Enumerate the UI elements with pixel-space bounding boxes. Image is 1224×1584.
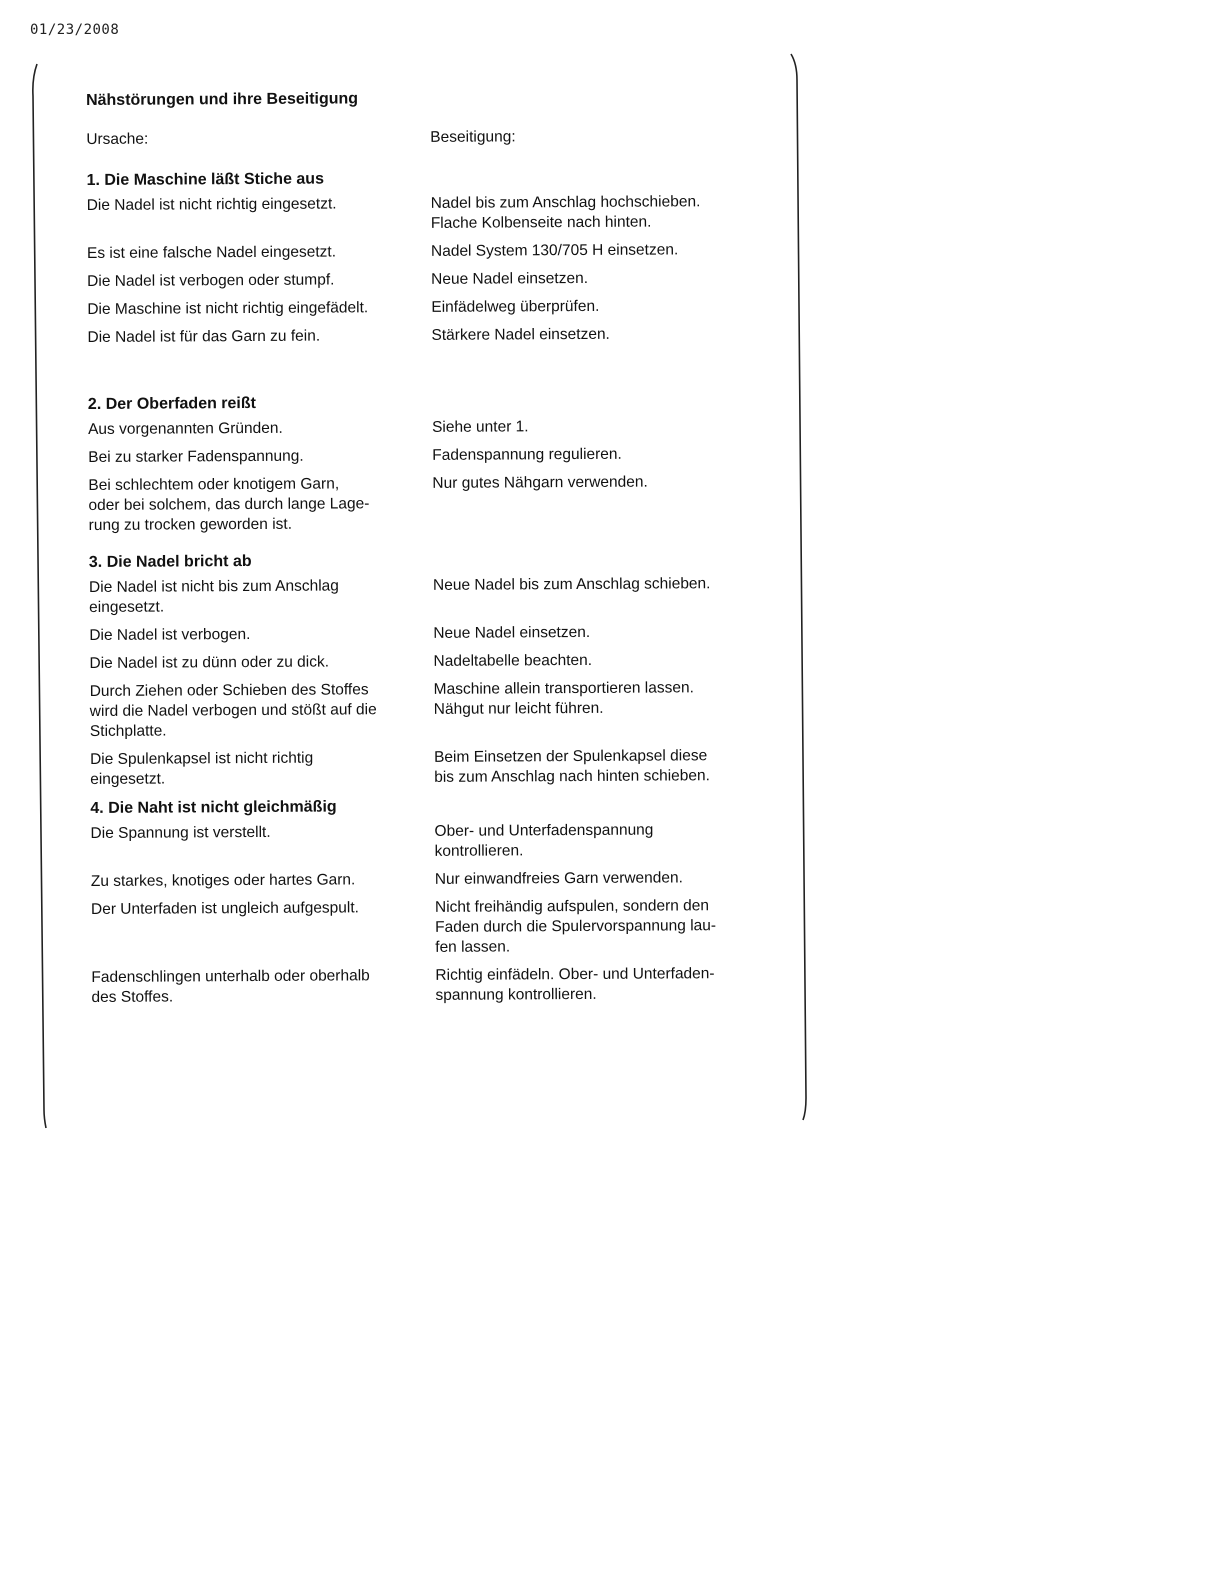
- sections-container: [86, 168, 791, 1008]
- section: [88, 392, 789, 536]
- cause-text: Die Spannung ist verstellt.: [90, 823, 271, 842]
- cause-text: Die Maschine ist nicht richtig eingefädelt.: [87, 299, 369, 318]
- cause-text: Die Nadel ist für das Garn zu fein.: [87, 327, 321, 346]
- cause-text: Die Nadel ist verbogen.: [89, 626, 251, 644]
- cause-text: Fadenschlingen unterhalb oder oberhalb des Stoffes.: [91, 967, 370, 1006]
- remedy-text: Nur einwandfreies Garn verwenden.: [434, 869, 684, 888]
- troubleshooting-row: [90, 678, 790, 742]
- document-title: Nähstörungen und ihre Beseitigung: [86, 90, 359, 109]
- cause-text: Aus vorgenannten Gründen.: [88, 419, 283, 438]
- cause-text: Bei schlechtem oder knotigem Garn, oder bei solchem, das durch lange Lage- rung zu trocken geworden ist.: [88, 475, 370, 534]
- remedy-text: Neue Nadel bis zum Anschlag schieben.: [432, 575, 711, 594]
- cause-text: Die Nadel ist verbogen oder stumpf.: [87, 271, 335, 290]
- left-bracket: [33, 64, 46, 1128]
- cause-text: Die Nadel ist nicht bis zum Anschlag eingesetzt.: [88, 577, 339, 616]
- cause-text: Die Spulenkapsel ist nicht richtig eingesetzt.: [90, 749, 314, 788]
- remedy-text: Nadel bis zum Anschlag hochschieben. Flache Kolbenseite nach hinten.: [430, 193, 701, 232]
- column-header-cause: Ursache:: [86, 130, 149, 148]
- section-title: 2. Der Oberfaden reißt: [87, 394, 257, 413]
- troubleshooting-row: [91, 868, 791, 892]
- section-title: 1. Die Maschine läßt Stiche aus: [86, 170, 325, 189]
- troubleshooting-row: [89, 622, 789, 646]
- remedy-text: Nicht freihändig aufspulen, sondern den Faden durch die Spulervorspannung lau- fen lassen.: [434, 897, 717, 956]
- cause-text: Die Nadel ist nicht richtig eingesetzt.: [86, 195, 337, 214]
- troubleshooting-row: [88, 472, 788, 536]
- troubleshooting-row: [89, 574, 789, 618]
- remedy-text: Ober- und Unterfadenspannung kontrollieren.: [434, 821, 654, 860]
- section-title: 3. Die Nadel bricht ab: [88, 552, 252, 571]
- cause-text: Durch Ziehen oder Schieben des Stoffes wird die Nadel verbogen und stößt auf die Stichplatte.: [89, 681, 377, 740]
- troubleshooting-row: [87, 296, 787, 320]
- remedy-text: Siehe unter 1.: [432, 418, 529, 436]
- cause-text: Es ist eine falsche Nadel eingesetzt.: [86, 243, 337, 262]
- troubleshooting-row: [91, 964, 791, 1008]
- right-bracket: [791, 54, 806, 1120]
- fax-date-stamp: 01/23/2008: [30, 22, 120, 38]
- remedy-text: Richtig einfädeln. Ober- und Unterfaden- spannung kontrollieren.: [435, 965, 715, 1004]
- troubleshooting-row: [87, 268, 787, 292]
- remedy-text: Stärkere Nadel einsetzen.: [431, 325, 610, 344]
- cause-text: Zu starkes, knotiges oder hartes Garn.: [90, 871, 356, 890]
- section-title: 4. Die Naht ist nicht gleichmäßig: [90, 798, 337, 817]
- remedy-text: Nadeltabelle beachten.: [433, 651, 593, 670]
- cause-text: Der Unterfaden ist ungleich aufgespult.: [90, 899, 360, 918]
- remedy-text: Nadel System 130/705 H einsetzen.: [430, 241, 679, 260]
- troubleshooting-row: [90, 820, 790, 864]
- troubleshooting-row: [88, 444, 788, 468]
- troubleshooting-row: [88, 416, 788, 440]
- section: [90, 796, 791, 1008]
- section: [89, 550, 790, 790]
- column-header-row: [86, 126, 786, 150]
- troubleshooting-row: [87, 324, 787, 348]
- section: [86, 168, 787, 348]
- troubleshooting-row: [89, 650, 789, 674]
- cause-text: Bei zu starker Fadenspannung.: [88, 447, 304, 466]
- remedy-text: Nur gutes Nähgarn verwenden.: [432, 473, 648, 492]
- troubleshooting-table: [86, 88, 792, 1018]
- troubleshooting-row: [87, 192, 787, 236]
- remedy-text: Maschine allein transportieren lassen. Nähgut nur leicht führen.: [433, 679, 694, 718]
- remedy-text: Neue Nadel einsetzen.: [433, 623, 591, 642]
- remedy-text: Beim Einsetzen der Spulenkapsel diese bis zum Anschlag nach hinten schieben.: [434, 747, 710, 786]
- remedy-text: Neue Nadel einsetzen.: [431, 269, 589, 288]
- remedy-text: Einfädelweg überprüfen.: [431, 297, 600, 316]
- troubleshooting-row: [87, 240, 787, 264]
- column-header-remedy: Beseitigung:: [430, 128, 516, 146]
- troubleshooting-row: [90, 746, 790, 790]
- troubleshooting-row: [91, 896, 791, 960]
- cause-text: Die Nadel ist zu dünn oder zu dick.: [89, 653, 330, 672]
- remedy-text: Fadenspannung regulieren.: [432, 445, 622, 464]
